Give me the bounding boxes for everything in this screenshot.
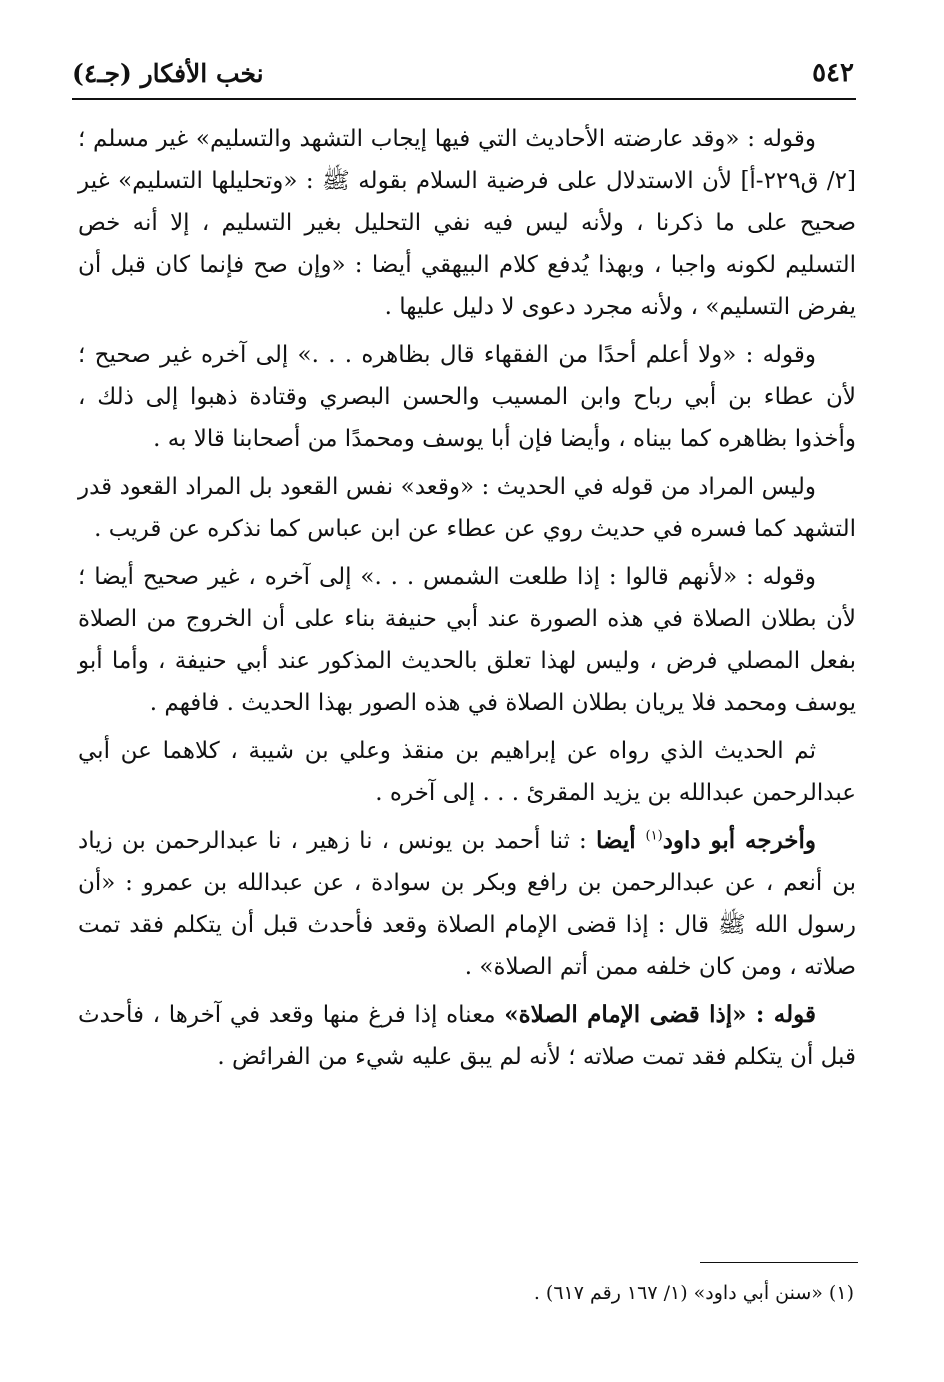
footnote-marker: (١) xyxy=(645,828,663,844)
paragraph xyxy=(78,466,856,550)
paragraph-text: : ثنا أحمد بن يونس ، نا زهير ، نا عبدالرحمن بن زياد بن أنعم ، عن عبدالرحمن بن رافع وبكر بن سوادة ، عن عبدالله بن عمرو : «أن رسول الله ﷺ قال : إذا قضى الإمام الصلاة وقعد فأحدث قبل أن يتكلم فقد تمت صلاته ، ومن كان خلفه ممن أتم الصلاة» . xyxy=(78,828,856,980)
paragraph-lead: قوله : «إذا قضى الإمام الصلاة» xyxy=(504,1001,816,1028)
main-text xyxy=(78,118,856,1084)
paragraph-lead-suffix: أيضا xyxy=(595,827,646,854)
footnote: (١) «سنن أبي داود» (١/ ١٦٧ رقم ٦١٧) . xyxy=(533,1282,854,1304)
paragraph xyxy=(78,556,856,724)
paragraph-text: معناه إذا فرغ منها وقعد في آخرها ، فأحدث قبل أن يتكلم فقد تمت صلاته ؛ لأنه لم يبق عليه شيء من الفرائض . xyxy=(78,1002,856,1070)
paragraph xyxy=(78,994,856,1078)
paragraph-text: وقوله : «وقد عارضته الأحاديث التي فيها إيجاب التشهد والتسليم» غير مسلم ؛ [٢/ ق٢٢٩-أ] لأن الاستدلال على فرضية السلام بقوله ﷺ : «وتحليلها التسليم» غير صحيح على ما ذكرنا ، ولأنه ليس فيه نفي التحليل بغير التسليم ، إلا أنه خص التسليم لكونه واجبا ، وبهذا يُدفع كلام البيهقي أيضا : «وإن صح فإنما كان قبل أن يفرض التسليم» ، ولأنه مجرد دعوى لا دليل عليها . xyxy=(78,126,856,320)
paragraph-text: وقوله : «لأنهم قالوا : إذا طلعت الشمس . . .» إلى آخره ، غير صحيح أيضا ؛ لأن بطلان الصلاة في هذه الصورة عند أبي حنيفة بناء على أن الخروج من الصلاة بفعل المصلي فرض ، وليس لهذا تعلق بالحديث المذكور عند أبي حنيفة ، وأما أبو يوسف ومحمد فلا يريان بطلان الصلاة في هذه الصور بهذا الحديث . فافهم . xyxy=(78,564,856,716)
paragraph xyxy=(78,334,856,460)
page-number: ٥٤٢ xyxy=(812,58,854,88)
footnote-divider xyxy=(700,1262,858,1263)
paragraph-text: وقوله : «ولا أعلم أحدًا من الفقهاء قال بظاهره . . .» إلى آخره غير صحيح ؛ لأن عطاء بن أبي رباح وابن المسيب والحسن البصري وقتادة ذهبوا إلى ذلك ، وأخذوا بظاهره كما بيناه ، وأيضا فإن أبا يوسف ومحمدًا من أصحابنا قالا به . xyxy=(78,342,856,452)
paragraph xyxy=(78,118,856,328)
paragraph xyxy=(78,820,856,988)
paragraph-text: وليس المراد من قوله في الحديث : «وقعد» نفس القعود بل المراد القعود قدر التشهد كما فسره في حديث روي عن عطاء عن ابن عباس كما نذكره عن قريب . xyxy=(78,474,856,542)
paragraph-text: ثم الحديث الذي رواه عن إبراهيم بن منقذ وعلي بن شيبة ، كلاهما عن أبي عبدالرحمن عبدالله بن يزيد المقرئ . . . إلى آخره . xyxy=(78,738,856,806)
page-header xyxy=(72,56,854,90)
header-divider xyxy=(72,98,856,100)
paragraph xyxy=(78,730,856,814)
paragraph-lead: وأخرجه أبو داود xyxy=(662,827,816,854)
book-title: نخب الأفكار (جـ٤) xyxy=(72,58,264,88)
